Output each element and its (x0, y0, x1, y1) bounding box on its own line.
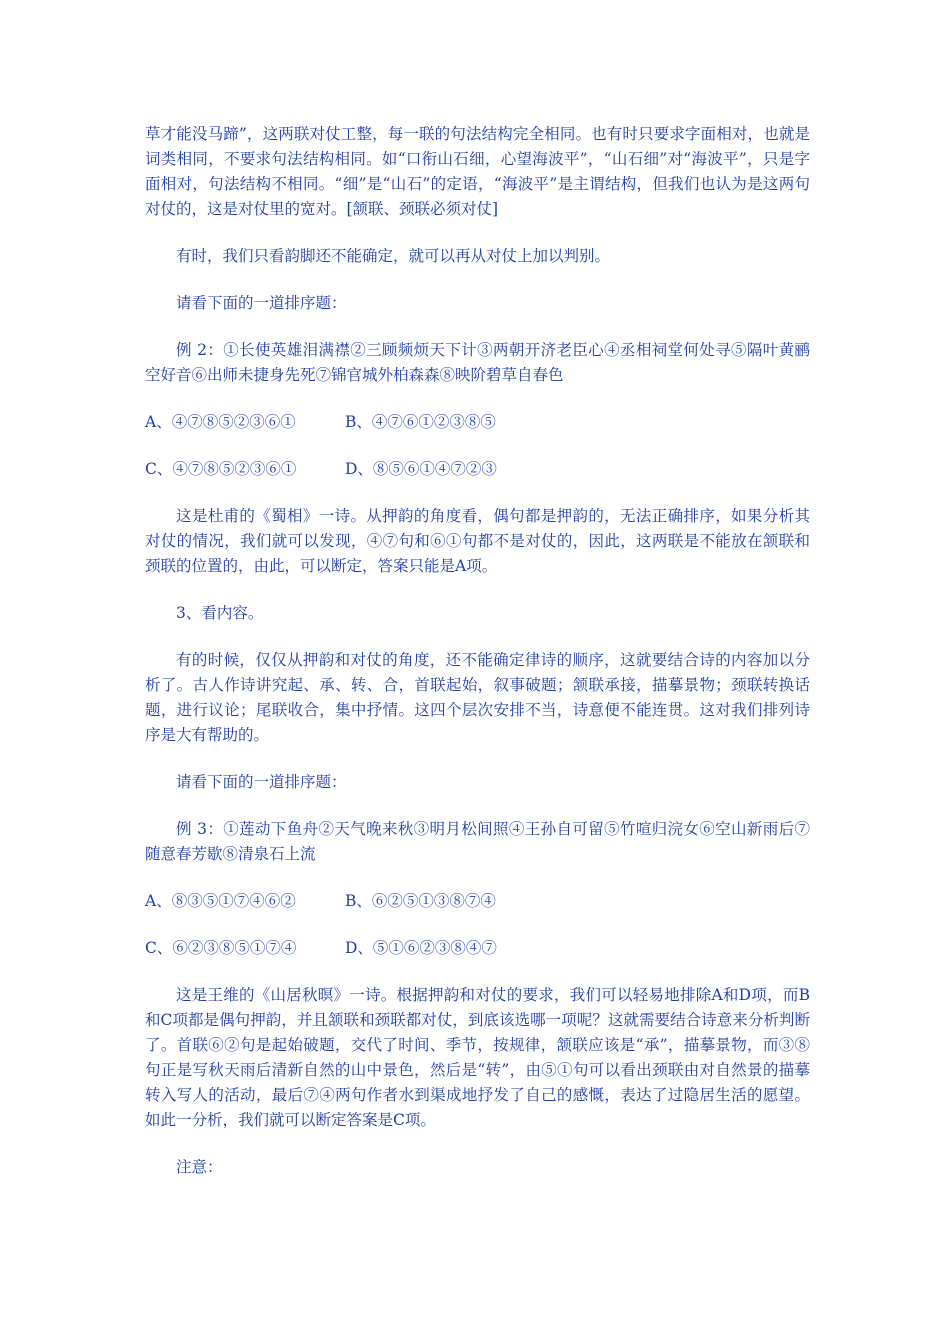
example-3-options-row-1 (145, 889, 810, 914)
paragraph-rhyme-note: 有时，我们只看韵脚还不能确定，就可以再从对仗上加以判别。 (176, 247, 611, 265)
document-page (145, 122, 810, 1202)
example-2-option-d: D、⑧⑤⑥①④⑦②③ (345, 460, 497, 478)
paragraph-duizhang-intro: 草才能没马蹄”，这两联对仗工整，每一联的句法结构完全相同。也有时只要求字面相对，也就是词类相同，不要求句法结构相同。如“口衔山石细，心望海波平”，“山石细”对“海波平”，只是字面相对，句法结构不相同。“细”是“山石”的定语，“海波平”是主谓结构，但我们也认为是这两句对仗的，这是对仗里的宽对。[颔联、颈联必须对仗] (145, 125, 810, 218)
example-3-option-d: D、⑤①⑥②③⑧④⑦ (345, 939, 497, 957)
example-3-option-c: C、⑥②③⑧⑤①⑦④ (145, 939, 297, 957)
paragraph-content-method: 有的时候，仅仅从押韵和对仗的角度，还不能确定律诗的顺序，这就要结合诗的内容加以分析了。古人作诗讲究起、承、转、合，首联起始，叙事破题；颔联承接，描摹景物；颈联转换话题，进行议论；尾联收合，集中抒情。这四个层次安排不当，诗意便不能连贯。这对我们排列诗序是大有帮助的。 (145, 651, 810, 744)
paragraph-example-2-analysis: 这是杜甫的《蜀相》一诗。从押韵的角度看，偶句都是押韵的，无法正确排序，如果分析其对仗的情况，我们就可以发现，④⑦句和⑥①句都不是对仗的，因此，这两联是不能放在颔联和颈联的位置的，由此，可以断定，答案只能是A项。 (145, 507, 810, 575)
example-2-options-row-2 (145, 457, 810, 482)
example-3-option-a: A、⑧③⑤①⑦④⑥② (145, 892, 296, 910)
example-2-option-b: B、④⑦⑥①②③⑧⑤ (345, 413, 496, 431)
example-2-option-c: C、④⑦⑧⑤②③⑥① (145, 460, 297, 478)
paragraph-example-3-prompt: 请看下面的一道排序题： (176, 773, 347, 791)
paragraph-example-3: 例 3：①莲动下鱼舟②天气晚来秋③明月松间照④王孙自可留⑤竹喧归浣女⑥空山新雨后⑦随意春芳歇⑧清泉石上流 (145, 820, 810, 863)
example-2-option-a: A、④⑦⑧⑤②③⑥① (145, 413, 296, 431)
paragraph-example-2: 例 2：①长使英雄泪满襟②三顾频烦天下计③两朝开济老臣心④丞相祠堂何处寻⑤隔叶黄鹂空好音⑥出师未捷身先死⑦锦官城外柏森森⑧映阶碧草自春色 (145, 341, 810, 384)
paragraph-example-2-prompt: 请看下面的一道排序题： (176, 294, 347, 312)
paragraph-example-3-analysis: 这是王维的《山居秋暝》一诗。根据押韵和对仗的要求，我们可以轻易地排除A和D项，而B和C项都是偶句押韵，并且颔联和颈联都对仗，到底该选哪一项呢？这就需要结合诗意来分析判断了。首联⑥②句是起始破题，交代了时间、季节，按规律，颔联应该是“承”，描摹景物，而③⑧句正是写秋天雨后清新自然的山中景色，然后是“转”，由⑤①句可以看出颈联由对自然景的描摹转入写人的活动，最后⑦④两句作者水到渠成地抒发了自己的感慨，表达了过隐居生活的愿望。如此一分析，我们就可以断定答案是C项。 (145, 986, 810, 1129)
section-heading-content: 3、看内容。 (176, 604, 264, 622)
example-3-options-row-2 (145, 936, 810, 961)
example-2-options-row-1 (145, 410, 810, 435)
paragraph-note-label: 注意： (176, 1158, 223, 1176)
example-3-option-b: B、⑥②⑤①③⑧⑦④ (345, 892, 496, 910)
